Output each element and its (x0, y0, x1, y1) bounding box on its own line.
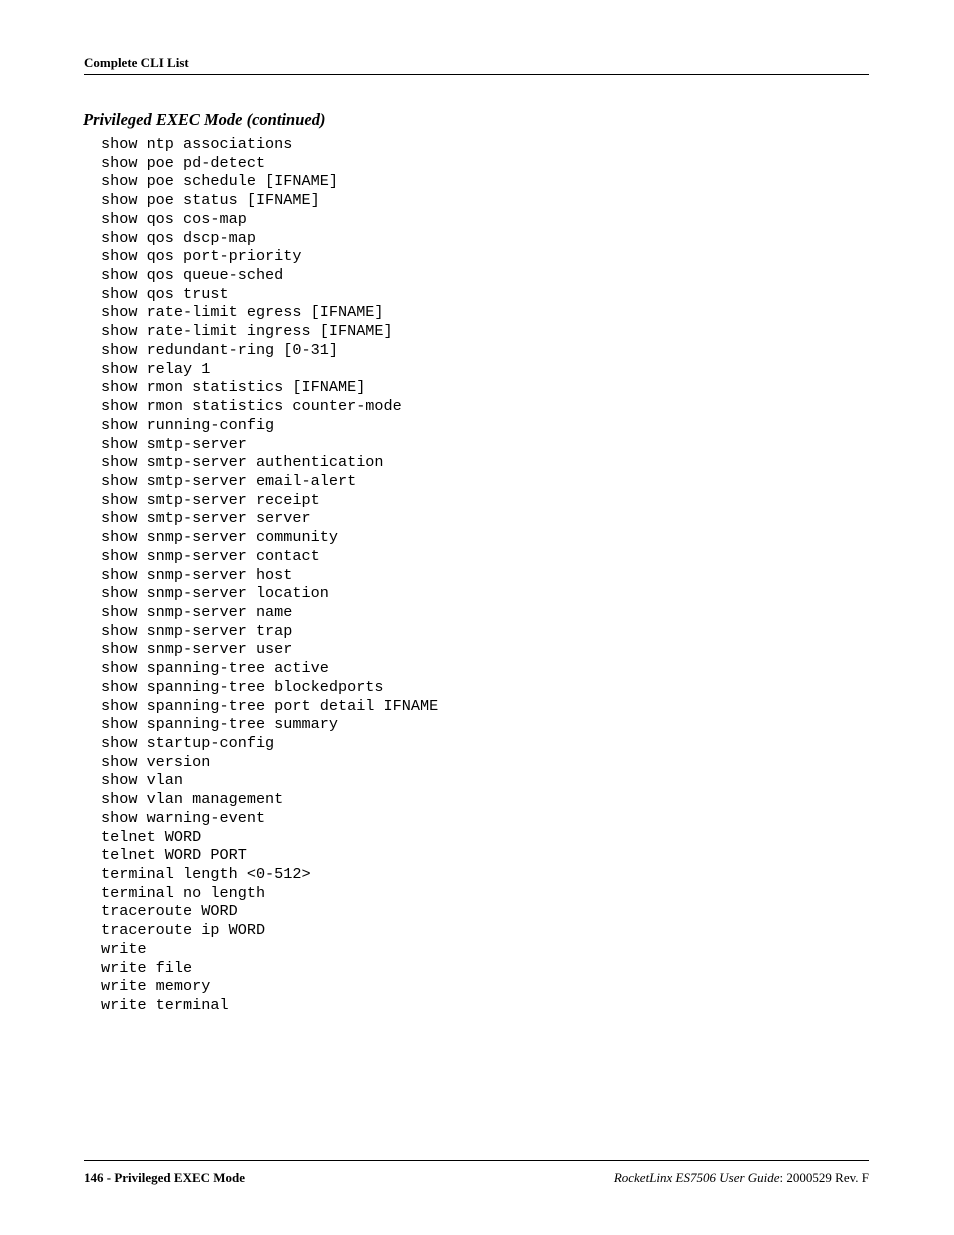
command-item: show poe schedule [IFNAME] (101, 172, 338, 191)
command-item: terminal no length (101, 883, 266, 902)
command-item: show snmp-server trap (101, 621, 293, 640)
command-item: show version (101, 752, 211, 771)
command-item: show poe pd-detect (101, 153, 266, 172)
page-footer (84, 1160, 869, 1185)
command-item: write memory (101, 977, 211, 996)
command-item: show smtp-server server (101, 509, 311, 528)
command-item: show smtp-server receipt (101, 490, 320, 509)
footer-doc-number: 2000529 Rev. F (786, 1170, 869, 1185)
command-item: telnet WORD PORT (101, 846, 247, 865)
command-item: show snmp-server contact (101, 546, 320, 565)
command-item: show redundant-ring [0-31] (101, 340, 338, 359)
command-item: show snmp-server location (101, 584, 329, 603)
command-item: show rmon statistics [IFNAME] (101, 378, 366, 397)
command-item: show snmp-server name (101, 602, 293, 621)
command-item: show qos port-priority (101, 247, 302, 266)
footer-document-info (614, 1170, 869, 1186)
command-item: show smtp-server (101, 434, 247, 453)
command-item: show qos trust (101, 284, 229, 303)
command-item: show poe status [IFNAME] (101, 191, 320, 210)
command-item: show spanning-tree blockedports (101, 677, 384, 696)
command-item: show rate-limit egress [IFNAME] (101, 303, 384, 322)
page-header (84, 55, 869, 75)
footer-separator: : (779, 1170, 787, 1185)
command-item: telnet WORD (101, 827, 202, 846)
command-item: show qos queue-sched (101, 266, 284, 285)
command-item: traceroute WORD (101, 902, 238, 921)
command-item: show warning-event (101, 808, 266, 827)
command-item: write file (101, 958, 193, 977)
command-item: terminal length <0-512> (101, 865, 311, 884)
command-item: show vlan (101, 771, 184, 790)
command-item: write (101, 939, 147, 958)
command-item: show qos cos-map (101, 209, 247, 228)
command-item: show spanning-tree port detail IFNAME (101, 696, 439, 715)
command-item: show spanning-tree active (101, 659, 329, 678)
command-list (101, 135, 438, 1015)
command-item: show running-config (101, 415, 275, 434)
command-item: show smtp-server email-alert (101, 471, 357, 490)
header-title: Complete CLI List (84, 55, 189, 70)
command-item: show snmp-server community (101, 528, 338, 547)
command-item: show snmp-server user (101, 640, 293, 659)
command-item: show rate-limit ingress [IFNAME] (101, 322, 393, 341)
section-title: Privileged EXEC Mode (continued) (83, 110, 326, 129)
command-item: show rmon statistics counter-mode (101, 397, 402, 416)
command-item: traceroute ip WORD (101, 921, 266, 940)
command-item: show startup-config (101, 734, 275, 752)
footer-product-name: RocketLinx ES7506 User Guide (613, 1170, 780, 1185)
command-item: show smtp-server authentication (101, 453, 384, 472)
command-item: show vlan management (101, 790, 284, 809)
footer-page-label: 146 - Privileged EXEC Mode (84, 1170, 246, 1185)
command-item: write terminal (101, 996, 229, 1015)
command-item: show snmp-server host (101, 565, 293, 584)
command-item: show relay 1 (101, 359, 211, 378)
command-item: show ntp associations (101, 135, 293, 153)
command-item: show qos dscp-map (101, 228, 256, 247)
command-item: show spanning-tree summary (101, 715, 338, 734)
